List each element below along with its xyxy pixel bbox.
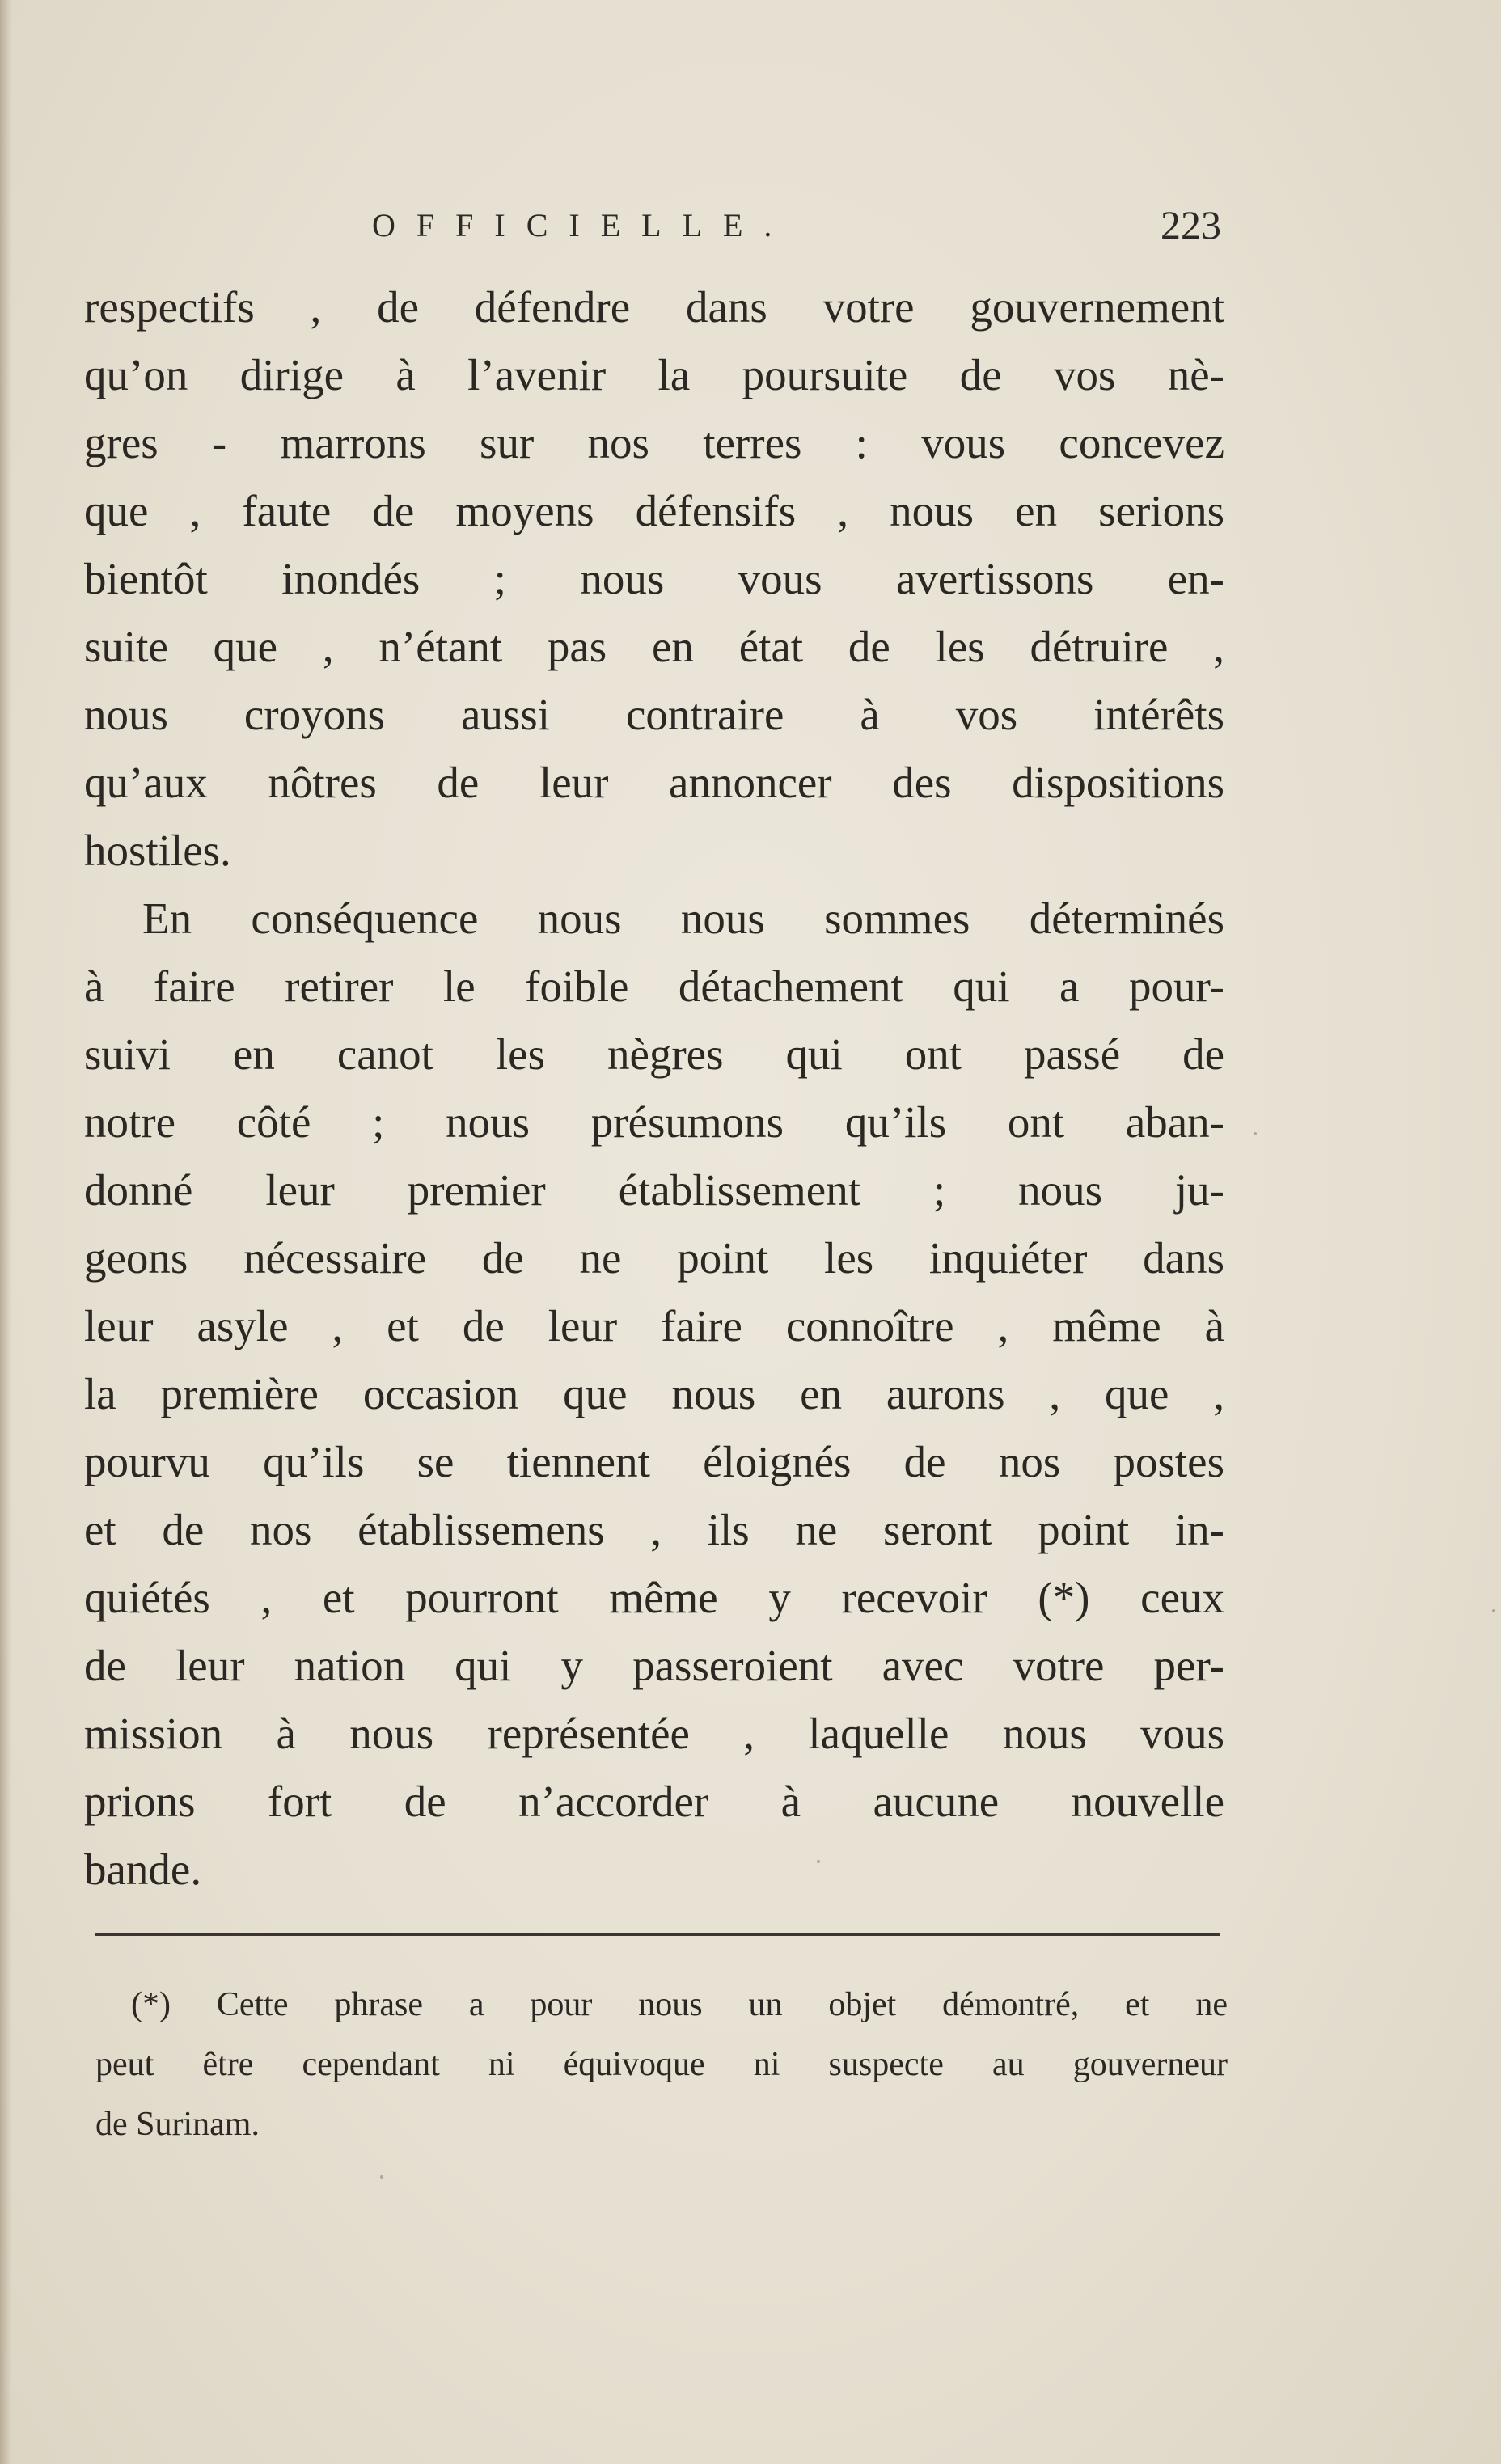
paper-speck: [380, 2175, 383, 2179]
text-line: suite que , n’étant pas en état de les détruire ,: [84, 622, 1224, 671]
text-line: mission à nous représentée , laquelle nous vous: [84, 1709, 1224, 1758]
text-line: nous croyons aussi contraire à vos intérêts: [84, 690, 1224, 739]
text-line: notre côté ; nous présumons qu’ils ont aban-: [84, 1097, 1224, 1147]
footnote-rule: [95, 1933, 1220, 1936]
text-line: que , faute de moyens défensifs , nous en serions: [84, 486, 1224, 535]
running-title: OFFICIELLE.: [372, 207, 793, 243]
text-line: qu’aux nôtres de leur annoncer des dispositions: [84, 758, 1224, 807]
footnote-line: peut être cependant ni équivoque ni suspecte au gouverneur: [95, 2046, 1228, 2083]
text-line: respectifs , de défendre dans votre gouvernement: [84, 282, 1224, 332]
page-number: 223: [1161, 202, 1221, 247]
text-line: hostiles.: [84, 826, 231, 875]
text-line: quiétés , et pourront même y recevoir (*) ceux: [84, 1573, 1224, 1622]
text-line: donné leur premier établissement ; nous ju-: [84, 1165, 1224, 1215]
text-line: leur asyle , et de leur faire connoître , même à: [84, 1301, 1224, 1350]
text-line: suivi en canot les nègres qui ont passé de: [84, 1029, 1224, 1079]
paper-speck: [1492, 1609, 1495, 1612]
paragraph-first-line: En conséquence nous nous sommes déterminés: [142, 894, 1224, 943]
text-line: geons nécessaire de ne point les inquiéter dans: [84, 1233, 1224, 1283]
text-line: qu’on dirige à l’avenir la poursuite de vos nè-: [84, 350, 1224, 399]
page-binding-edge: [0, 0, 11, 2464]
text-line: la première occasion que nous en aurons , que ,: [84, 1369, 1224, 1418]
paper-speck: [1254, 1132, 1257, 1135]
text-line: gres - marrons sur nos terres : vous concevez: [84, 418, 1224, 467]
text-line: prions fort de n’accorder à aucune nouvelle: [84, 1777, 1224, 1826]
body-text: [84, 273, 1224, 1904]
footnote-line: de Surinam.: [95, 2106, 260, 2143]
text-line: de leur nation qui y passeroient avec votre per-: [84, 1641, 1224, 1690]
footnote-line: (*) Cette phrase a pour nous un objet démontré, et ne: [131, 1986, 1228, 2023]
text-line: bande.: [84, 1845, 202, 1894]
footnote: [95, 1975, 1228, 2154]
text-line: pourvu qu’ils se tiennent éloignés de nos postes: [84, 1437, 1224, 1486]
text-line: bientôt inondés ; nous vous avertissons en-: [84, 554, 1224, 603]
text-line: et de nos établissemens , ils ne seront point in-: [84, 1505, 1224, 1554]
page-header: [372, 202, 1221, 263]
paper-speck: [817, 1860, 820, 1863]
text-line: à faire retirer le foible détachement qui a pour-: [84, 962, 1224, 1011]
